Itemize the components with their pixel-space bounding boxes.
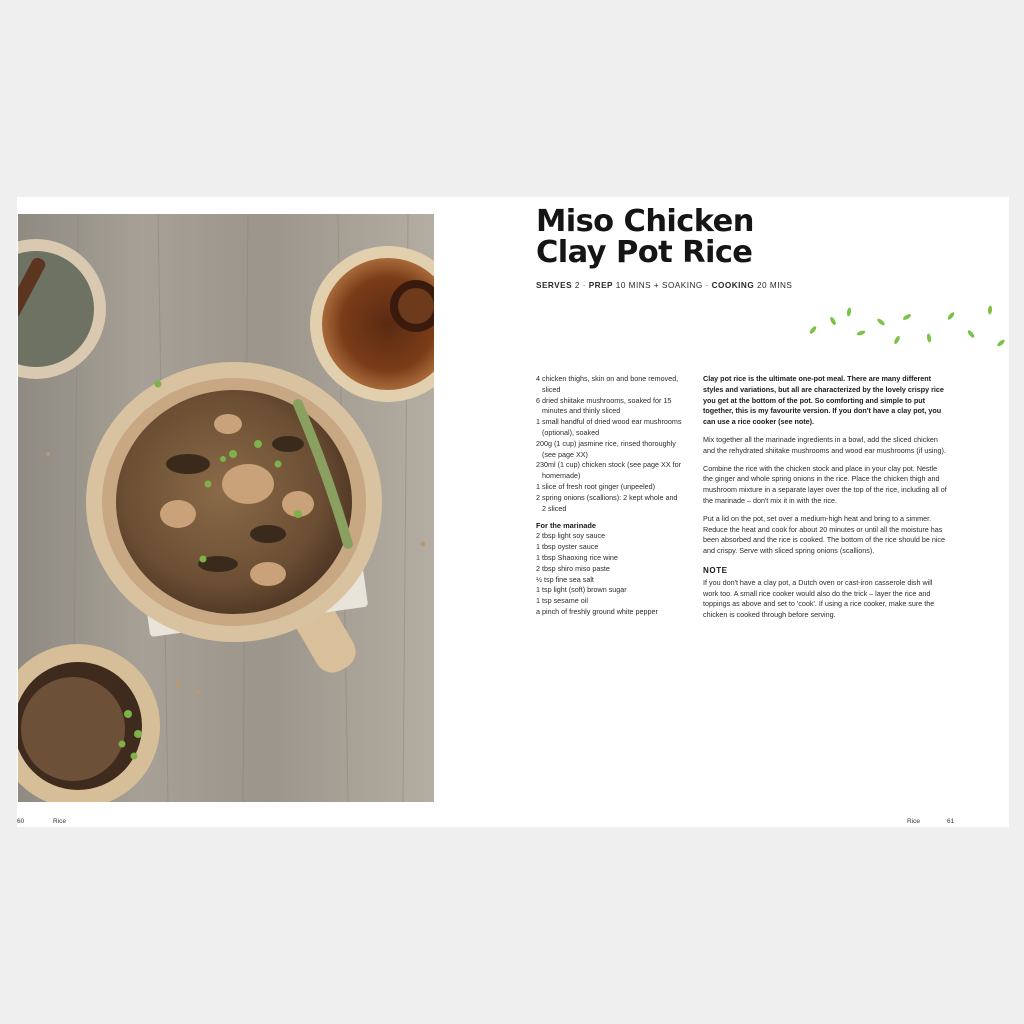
ingredient-item: 1 small handful of dried wood ear mushrooms (optional), soaked — [536, 417, 682, 437]
marinade-item: 1 tsp sesame oil — [536, 596, 588, 606]
recipe-meta — [536, 281, 792, 290]
serves-value: 2 — [574, 281, 580, 290]
recipe-intro: Clay pot rice is the ultimate one-pot meal. There are many different styles and variations, but all are characterized by the lovely crispy rice you get at the bottom of the pot. So comforting and simple to put together, this is my favourite version. If you don't have a clay pot, you can use a rice cooker (see note). — [703, 374, 944, 427]
recipe-title-line-2: Clay Pot Rice — [536, 235, 753, 270]
method-step: Mix together all the marinade ingredients in a bowl, add the sliced chicken and the rehydrated shiitake mushrooms and wood ear mushrooms (if using). — [703, 434, 946, 455]
method-step: Put a lid on the pot, set over a medium-high heat and bring to a simmer. Reduce the heat and cook for about 20 minutes or until all the moisture has been absorbed and the rice is cooked. The bottom of the rice should be nice and crispy. Serve with sliced spring onions (scallions). — [703, 513, 946, 556]
leaf-decoration-icon — [803, 305, 1009, 349]
ingredients-list — [536, 374, 682, 618]
marinade-item: ½ tsp fine sea salt — [536, 574, 594, 584]
right-page-number: 61 — [947, 818, 955, 825]
marinade-item: 2 tbsp light soy sauce — [536, 531, 606, 541]
ingredient-item: 1 slice of fresh root ginger (unpeeled) — [536, 481, 656, 491]
note-heading: NOTE — [703, 565, 728, 575]
ingredient-item: 230ml (1 cup) chicken stock (see page XX for homemade) — [536, 460, 682, 481]
marinade-item: 2 tbsp shiro miso paste — [536, 563, 610, 573]
prep-label: PREP — [588, 281, 614, 290]
method-step: Combine the rice with the chicken stock and place in your clay pot. Nestle the ginger and whole spring onions in the rice. Place the chicken thigh and mushroom mixture in a separate layer over the top of the rice, including all of the marinade – don't mix it in with the rice. — [703, 463, 947, 505]
marinade-item: a pinch of freshly ground white pepper — [536, 606, 658, 616]
serves-label: SERVES — [536, 281, 573, 290]
right-running-head: Rice — [907, 818, 921, 825]
method-text — [703, 374, 947, 628]
ingredient-item: 2 spring onions (scallions): 2 kept whole and 2 sliced — [536, 492, 678, 513]
marinade-item: 1 tbsp Shaoxing rice wine — [536, 552, 618, 562]
ingredient-item: 4 chicken thighs, skin on and bone removed, sliced — [536, 374, 679, 394]
note-text: If you don't have a clay pot, a Dutch oven or cast-iron casserole dish will work too. A small rice cooker would also do the trick – layer the rice and toppings as above and set to 'cook'. If using a rice cooker, make sure the chicken is cooked through before serving. — [703, 577, 935, 620]
cooking-label: COOKING — [711, 281, 755, 290]
left-page-number: 60 — [17, 818, 25, 825]
cooking-value: 20 MINS — [757, 281, 793, 290]
prep-value: 10 MINS + SOAKING — [615, 281, 703, 290]
book-spread — [17, 197, 1009, 827]
ingredient-item: 200g (1 cup) jasmine rice, rinsed thoroughly (see page XX) — [536, 438, 676, 459]
meta-separator: · — [705, 281, 709, 290]
ingredient-item: 6 dried shiitake mushrooms, soaked for 15 minutes and thinly sliced — [536, 395, 672, 416]
clay-pot-rice-photo — [18, 214, 434, 802]
left-running-head: Rice — [53, 818, 67, 825]
marinade-item: 1 tsp light (soft) brown sugar — [536, 585, 627, 595]
marinade-item: 1 tbsp oyster sauce — [536, 542, 599, 552]
marinade-heading: For the marinade — [536, 521, 596, 531]
recipe-title — [536, 206, 754, 268]
meta-separator: · — [582, 281, 586, 290]
recipe-title-line-1: Miso Chicken — [536, 204, 754, 239]
